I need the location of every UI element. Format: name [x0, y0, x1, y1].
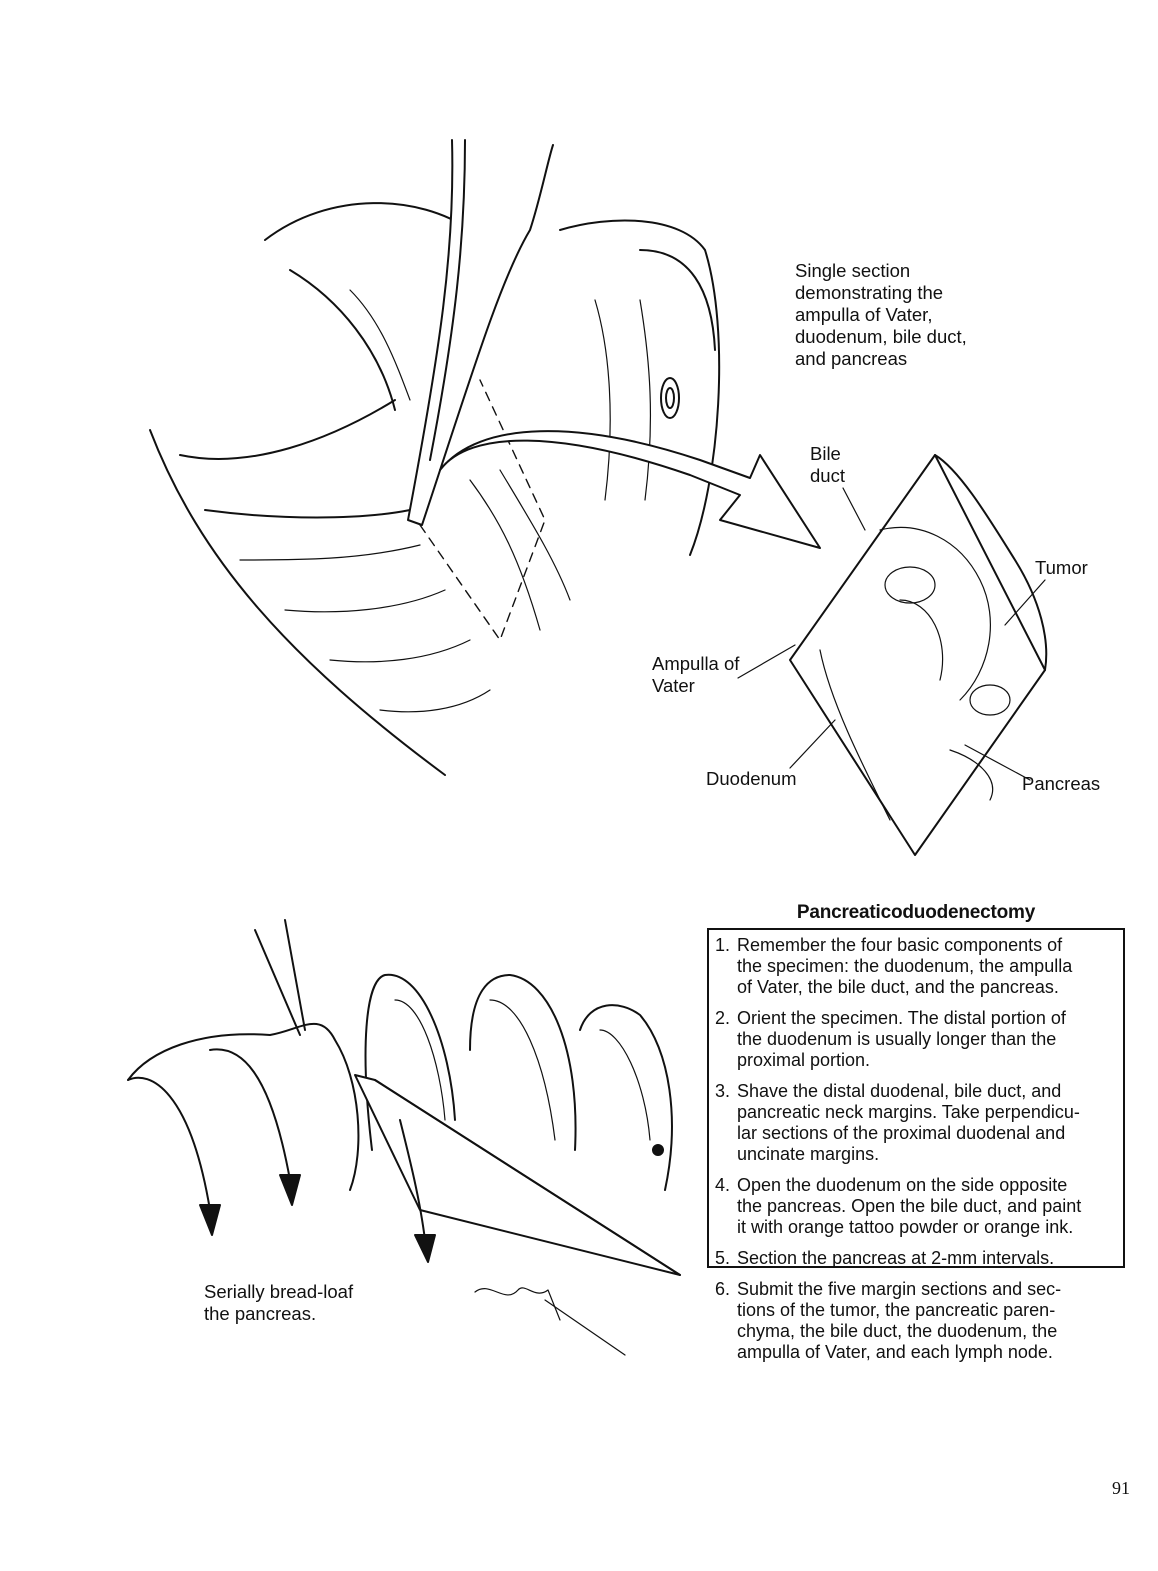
step-text: Orient the specimen. The distal portion of the duodenum is usually longer than the proximal portion.: [737, 1008, 1066, 1070]
tumor-label: Tumor: [1035, 557, 1088, 578]
pancreas-label: Pancreas: [1022, 773, 1101, 794]
step-number: 3.: [715, 1081, 731, 1101]
procedure-step: [715, 1279, 1120, 1363]
page-number: 91: [1112, 1478, 1130, 1498]
step-number: 2.: [715, 1008, 731, 1028]
bread-loaf-label: Serially bread-loaf the pancreas.: [204, 1281, 354, 1324]
single-section-label: Single section demonstrating the ampulla of Vater, duodenum, bile duct, and pancreas: [795, 260, 967, 369]
procedure-steps: [715, 935, 1120, 1373]
procedure-step: [715, 1175, 1120, 1238]
step-number: 4.: [715, 1175, 731, 1195]
duodenum-label: Duodenum: [706, 768, 797, 789]
step-text: Shave the distal duodenal, bile duct, and pancreatic neck margins. Take perpendicu- lar sections of the proximal duodenal and uncinate margins.: [737, 1081, 1080, 1164]
ampulla-label: Ampulla of Vater: [652, 653, 740, 696]
procedure-title: Pancreaticoduodenectomy: [796, 902, 1036, 923]
procedure-step: [715, 935, 1120, 998]
step-number: 1.: [715, 935, 731, 955]
step-text: Open the duodenum on the side opposite the pancreas. Open the bile duct, and paint it with orange tattoo powder or orange ink.: [737, 1175, 1082, 1237]
bile-duct-label: Bile duct: [810, 443, 845, 486]
step-text: Submit the five margin sections and sec- tions of the tumor, the pancreatic paren- chyma, the bile duct, the duodenum, the ampulla of Vater, and each lymph node.: [737, 1279, 1062, 1362]
step-number: 5.: [715, 1248, 731, 1268]
step-number: 6.: [715, 1279, 731, 1299]
step-text: Section the pancreas at 2-mm intervals.: [737, 1248, 1055, 1268]
step-text: Remember the four basic components of the specimen: the duodenum, the ampulla of Vater, the bile duct, and the pancreas.: [737, 935, 1073, 997]
procedure-step: [715, 1248, 1120, 1269]
procedure-step: [715, 1008, 1120, 1071]
procedure-step: [715, 1081, 1120, 1165]
